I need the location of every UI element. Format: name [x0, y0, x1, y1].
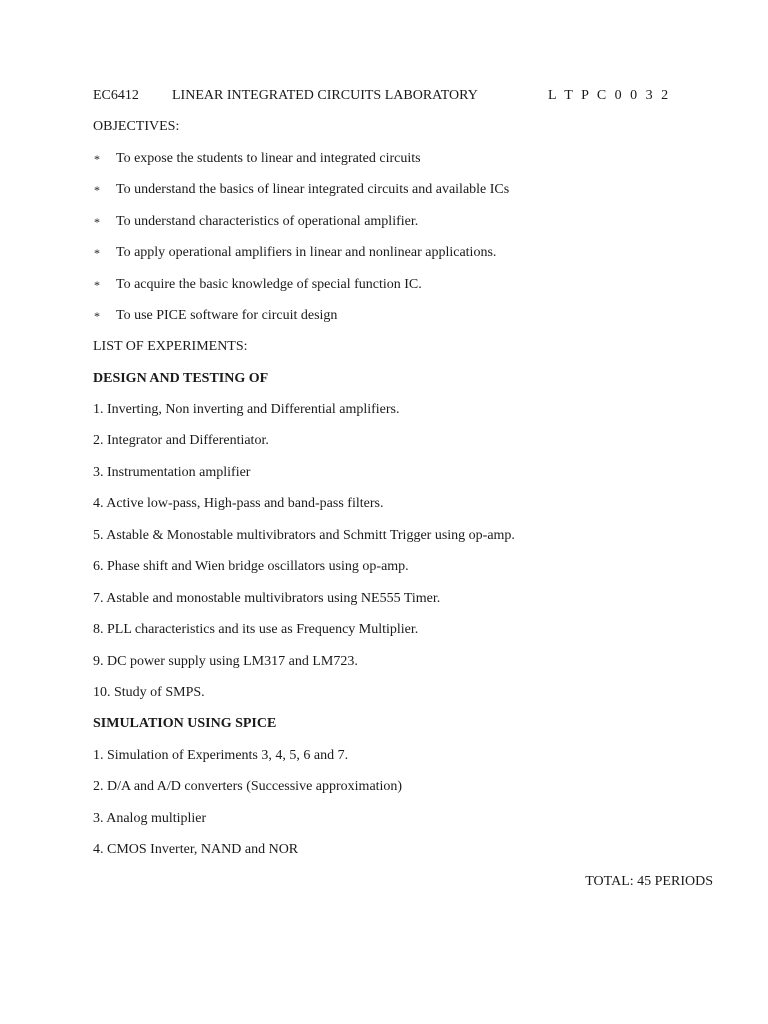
- experiment-item: 3. Instrumentation amplifier: [93, 465, 251, 480]
- simulation-item: 1. Simulation of Experiments 3, 4, 5, 6 and 7.: [93, 748, 349, 763]
- objective-item: To use PICE software for circuit design: [116, 308, 338, 323]
- experiment-item: 9. DC power supply using LM317 and LM723.: [93, 654, 358, 669]
- experiment-item: 1. Inverting, Non inverting and Differential amplifiers.: [93, 402, 400, 417]
- experiment-item: 7. Astable and monostable multivibrators using NE555 Timer.: [93, 591, 441, 606]
- simulation-item: 4. CMOS Inverter, NAND and NOR: [93, 842, 299, 857]
- total-periods: TOTAL: 45 PERIODS: [585, 874, 713, 889]
- experiment-item: 6. Phase shift and Wien bridge oscillators using op-amp.: [93, 559, 409, 574]
- objective-item: To acquire the basic knowledge of special function IC.: [116, 277, 422, 292]
- objective-item: To expose the students to linear and integrated circuits: [116, 151, 421, 166]
- simulation-heading: SIMULATION USING SPICE: [93, 716, 277, 731]
- bullet-icon: *: [94, 183, 100, 197]
- simulation-item: 3. Analog multiplier: [93, 811, 207, 826]
- bullet-icon: *: [94, 246, 100, 260]
- simulation-item: 2. D/A and A/D converters (Successive approximation): [93, 779, 403, 794]
- bullet-icon: *: [94, 278, 100, 292]
- bullet-icon: *: [94, 215, 100, 229]
- course-title: LINEAR INTEGRATED CIRCUITS LABORATORY: [172, 88, 478, 103]
- objective-item: To understand characteristics of operational amplifier.: [116, 214, 419, 229]
- experiment-item: 2. Integrator and Differentiator.: [93, 433, 269, 448]
- design-testing-heading: DESIGN AND TESTING OF: [93, 371, 269, 386]
- objectives-heading: OBJECTIVES:: [93, 119, 180, 134]
- experiment-item: 10. Study of SMPS.: [93, 685, 205, 700]
- experiments-heading: LIST OF EXPERIMENTS:: [93, 339, 248, 354]
- course-code: EC6412: [93, 88, 139, 103]
- bullet-icon: *: [94, 152, 100, 166]
- objective-item: To apply operational amplifiers in linear and nonlinear applications.: [116, 245, 497, 260]
- experiment-item: 4. Active low-pass, High-pass and band-pass filters.: [93, 496, 384, 511]
- experiment-item: 8. PLL characteristics and its use as Frequency Multiplier.: [93, 622, 419, 637]
- experiment-item: 5. Astable & Monostable multivibrators and Schmitt Trigger using op-amp.: [93, 528, 515, 543]
- course-ltpc: L T P C 0 0 3 2: [548, 88, 669, 103]
- objective-item: To understand the basics of linear integrated circuits and available ICs: [116, 182, 510, 197]
- bullet-icon: *: [94, 309, 100, 323]
